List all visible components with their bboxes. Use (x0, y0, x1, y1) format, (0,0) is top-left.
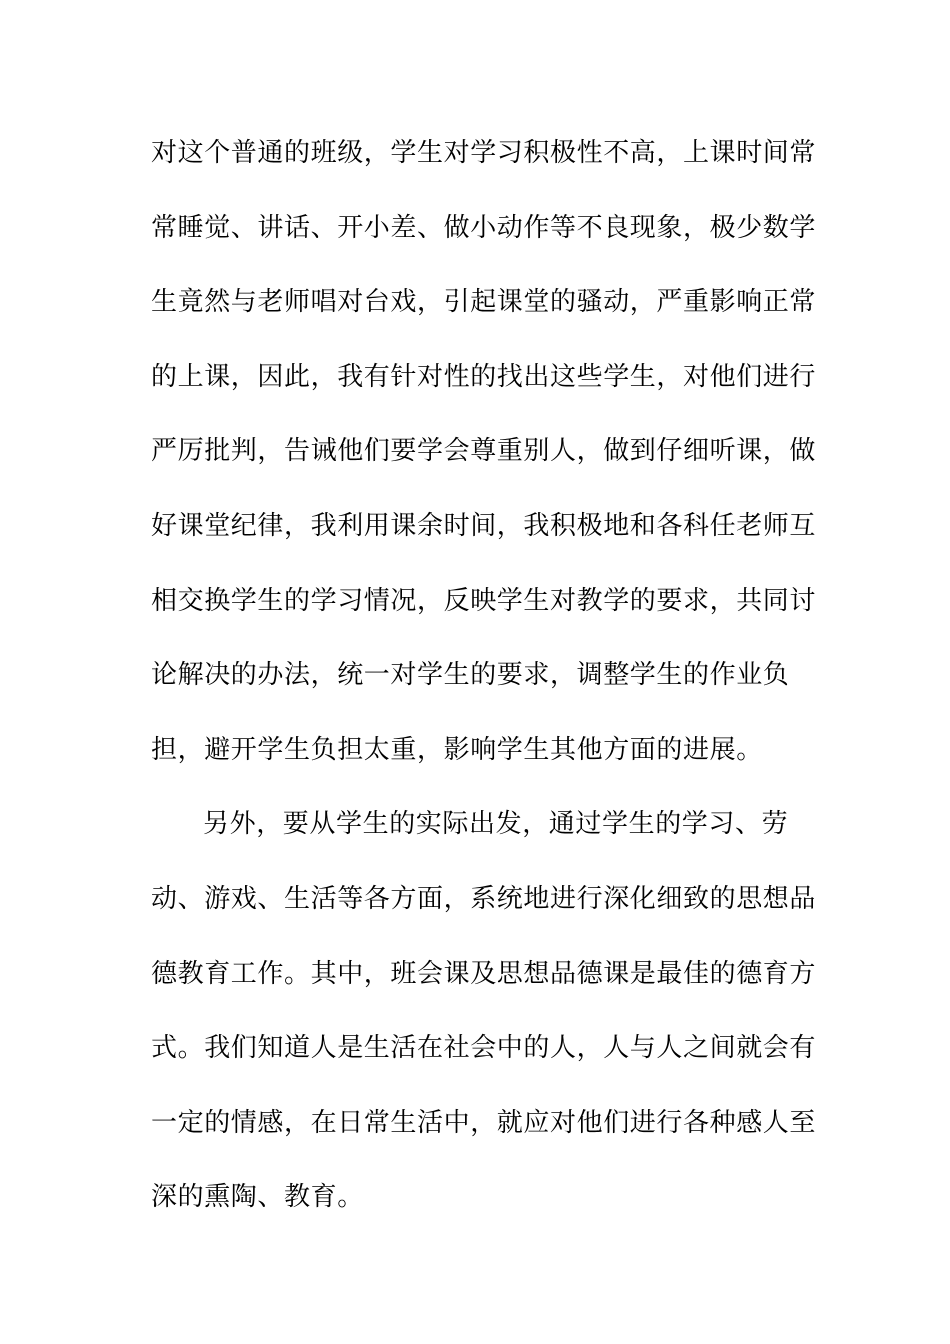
text-line-7: 相交换学生的学习情况，反映学生对教学的要求，共同讨 (151, 585, 817, 616)
text-line-9: 担，避开学生负担太重，影响学生其他方面的进展。 (151, 734, 763, 765)
text-line-2: 常睡觉、讲话、开小差、做小动作等不良现象，极少数学 (151, 212, 817, 243)
body-text (151, 127, 817, 1246)
text-line-13: 式。我们知道人是生活在社会中的人，人与人之间就会有 (151, 1033, 817, 1064)
text-line-6: 好课堂纪律，我利用课余时间，我积极地和各科任老师互 (151, 510, 817, 541)
text-line-1: 对这个普通的班级，学生对学习积极性不高，上课时间常 (151, 138, 817, 168)
text-line-11: 动、游戏、生活等各方面，系统地进行深化细致的思想品 (151, 883, 817, 914)
text-line-5: 严厉批判，告诫他们要学会尊重别人，做到仔细听课，做 (151, 436, 817, 467)
text-line-3: 生竟然与老师唱对台戏，引起课堂的骚动，严重影响正常 (151, 287, 817, 318)
text-line-15: 深的熏陶、教育。 (151, 1182, 364, 1213)
text-line-8: 论解决的办法，统一对学生的要求，调整学生的作业负 (151, 660, 790, 691)
text-line-12: 德教育工作。其中，班会课及思想品德课是最佳的德育方 (151, 958, 817, 989)
text-line-10: 另外，要从学生的实际出发，通过学生的学习、劳 (203, 809, 789, 840)
text-line-4: 的上课，因此，我有针对性的找出这些学生，对他们进行 (151, 361, 817, 392)
text-line-14: 一定的情感，在日常生活中，就应对他们进行各种感人至 (151, 1107, 817, 1138)
